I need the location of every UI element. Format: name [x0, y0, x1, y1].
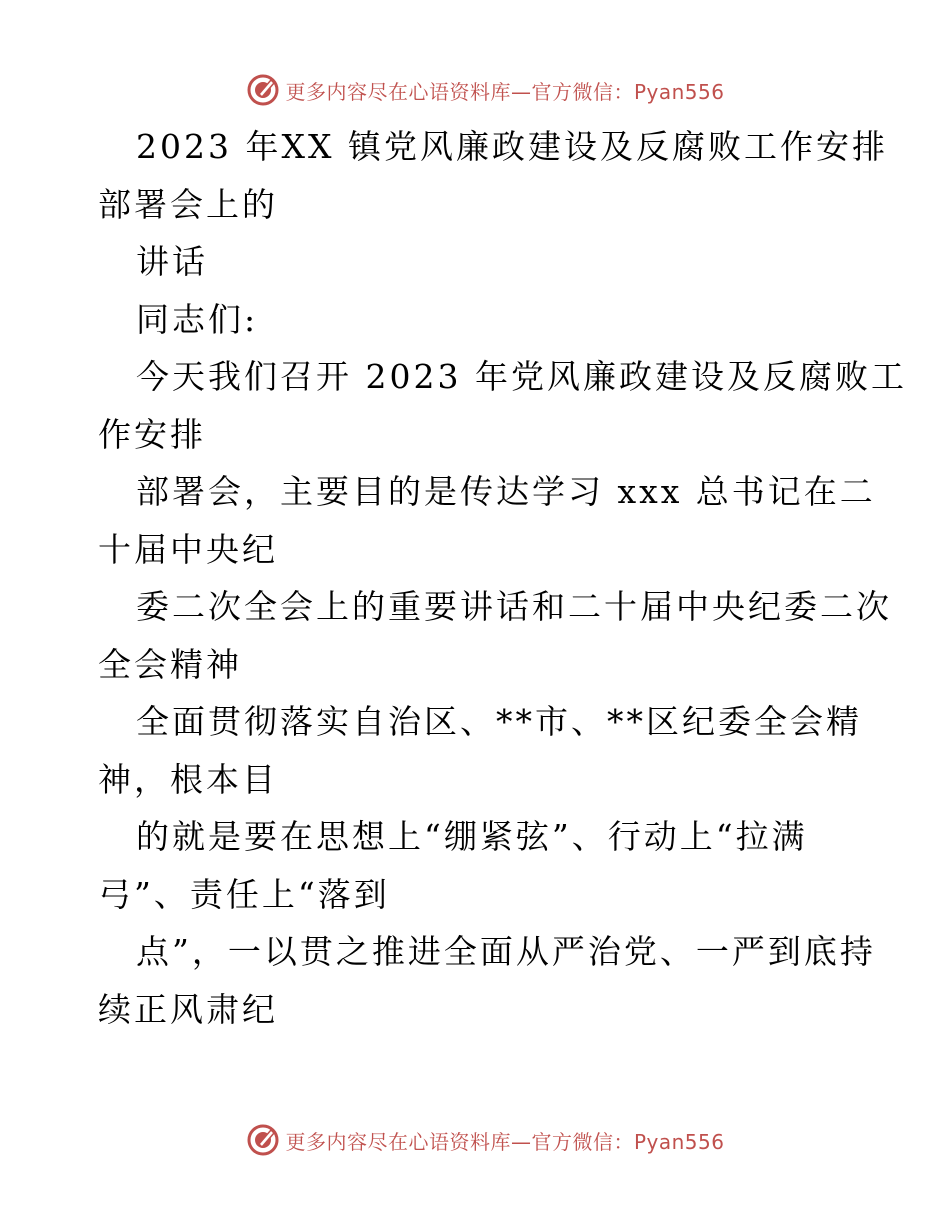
document-line: 部署会，主要目的是传达学习 xxx 总书记在二	[136, 472, 876, 511]
watermark-text: 更多内容尽在心语资料库—官方微信：Pyan556	[285, 79, 725, 104]
document-line: 部署会上的	[98, 184, 278, 224]
document-line: 点”，一以贯之推进全面从严治党、一严到底持	[136, 932, 876, 971]
watermark-text: 更多内容尽在心语资料库—官方微信：Pyan556	[285, 1129, 725, 1154]
document-line: 今天我们召开 2023 年党风廉政建设及反腐败工	[136, 357, 907, 396]
document-line: 同志们:	[136, 299, 259, 339]
header-watermark	[0, 70, 950, 110]
document-line: 讲话	[136, 242, 208, 281]
document-line: 的就是要在思想上“绷紧弦”、行动上“拉满	[136, 817, 808, 856]
document-line: 全会精神	[98, 644, 242, 684]
document-line: 续正风肃纪	[98, 989, 278, 1029]
document-line: 2023 年XX 镇党风廉政建设及反腐败工作安排	[136, 127, 888, 166]
document-line: 作安排	[98, 414, 206, 454]
footer-watermark	[0, 1120, 950, 1160]
document-line: 弓”、责任上“落到	[98, 874, 390, 914]
document-body	[98, 118, 907, 1038]
pen-seal-icon	[245, 1122, 281, 1158]
document-line: 全面贯彻落实自治区、**市、**区纪委全会精	[136, 702, 862, 741]
document-line: 神，根本目	[98, 759, 278, 799]
document-line: 委二次全会上的重要讲话和二十届中央纪委二次	[136, 587, 892, 626]
document-line: 十届中央纪	[98, 529, 278, 569]
pen-seal-icon	[245, 72, 281, 108]
